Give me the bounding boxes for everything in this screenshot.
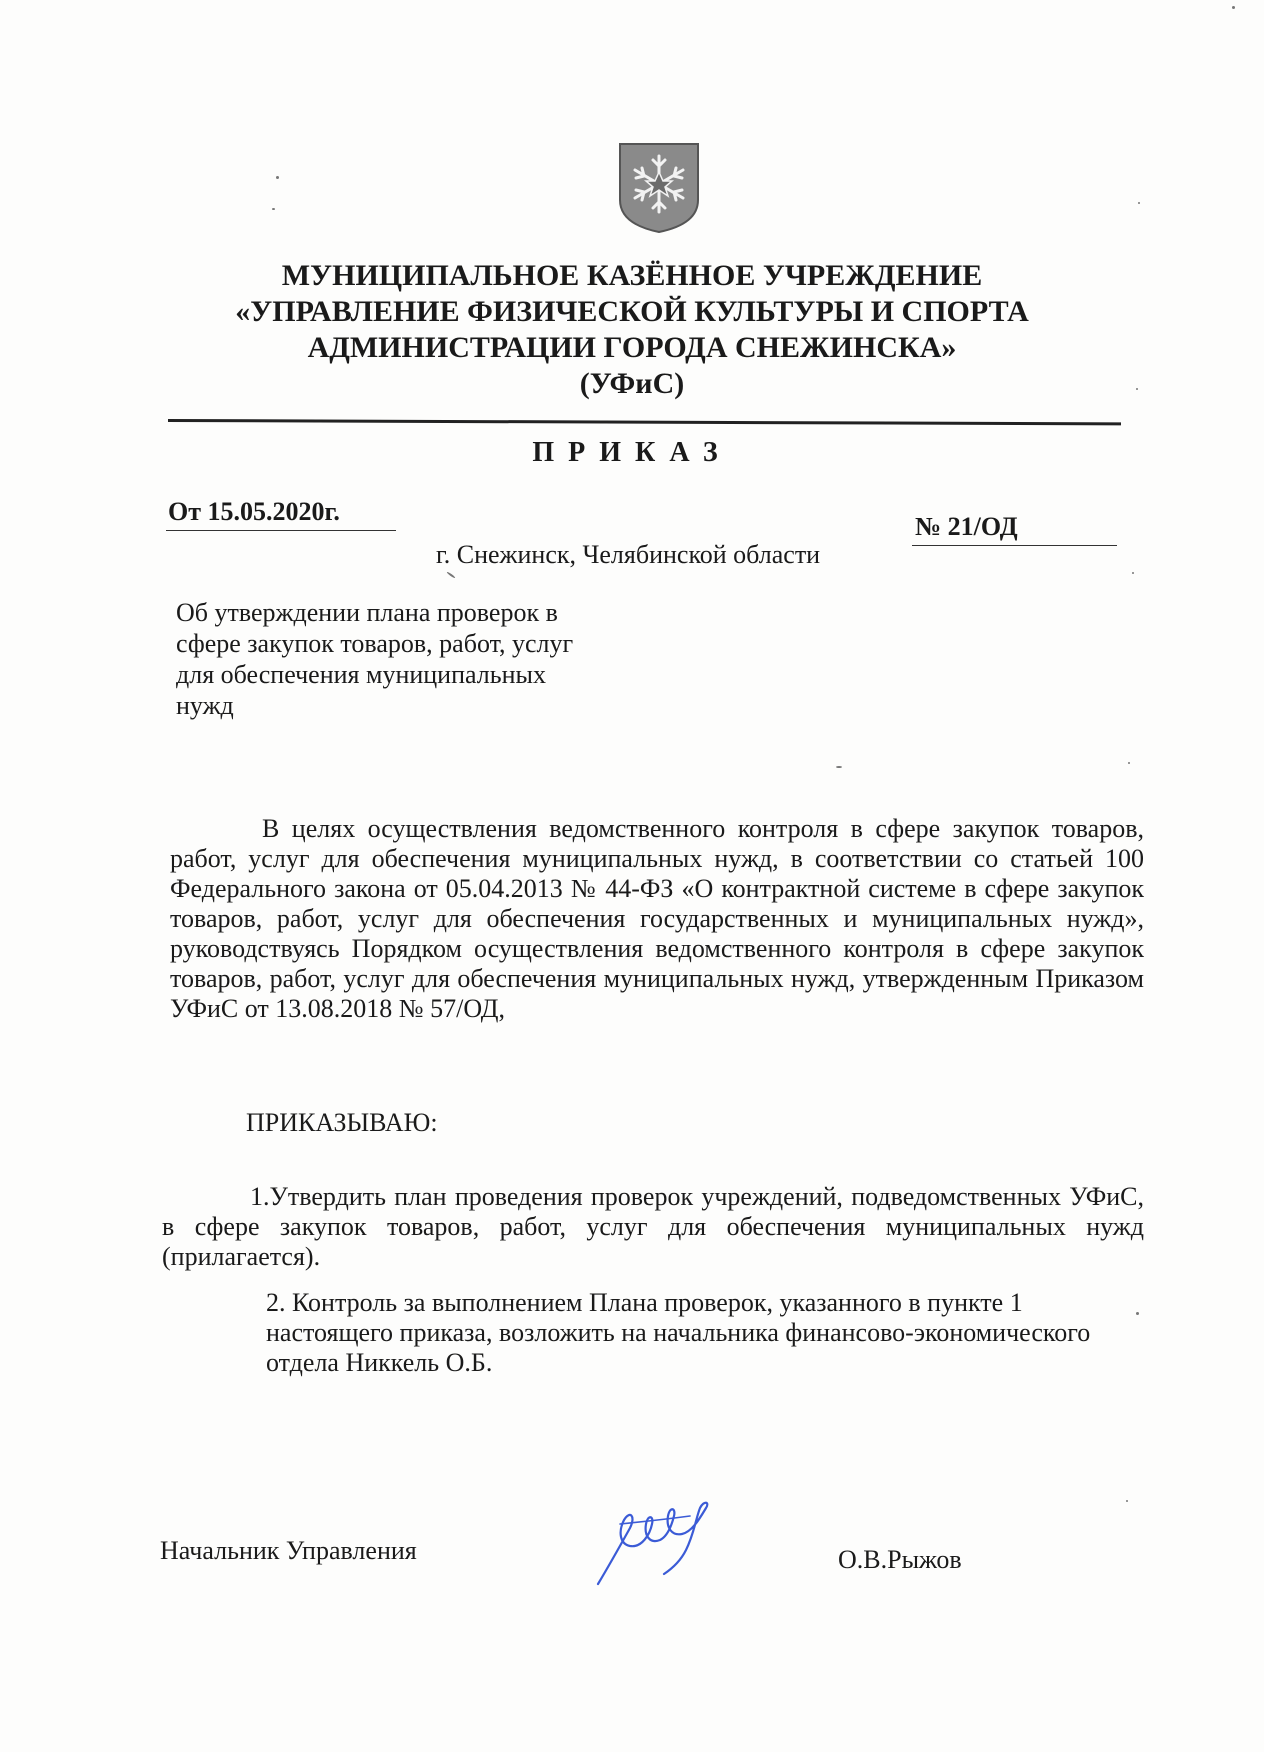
handwritten-signature bbox=[590, 1494, 720, 1590]
preamble-paragraph: В целях осуществления ведомственного контроля в сфере закупок товаров, работ, услуг для обеспечения муниципальных нужд, в соответствии со статьей 100 Федерального закона от 05.04.2013 № 44-ФЗ «О контрактной системе в сфере закупок товаров, работ, услуг для обеспечения государственных и муниципальных нужд», руководствуясь Порядком осуществления ведомственного контроля в сфере закупок товаров, работ, услуг для обеспечения муниципальных нужд, утвержденным Приказом УФиС от 13.08.2018 № 57/ОД, bbox=[170, 814, 1144, 1023]
header-divider bbox=[168, 419, 1121, 425]
order-item-2 bbox=[164, 1288, 1104, 1378]
order-item-2-line: отдела Никкель О.Б. bbox=[266, 1348, 493, 1377]
order-date-underline bbox=[166, 530, 396, 531]
order-subject-line: Об утверждении плана проверок в bbox=[176, 598, 558, 627]
signatory-name: О.В.Рыжов bbox=[838, 1545, 962, 1574]
scan-speck bbox=[1132, 572, 1134, 574]
organization-name-line-1: МУНИЦИПАЛЬНОЕ КАЗЁННОЕ УЧРЕЖДЕНИЕ bbox=[281, 259, 983, 292]
order-item-2-line: настоящего приказа, возложить на начальника финансово-экономического bbox=[266, 1318, 1091, 1347]
order-number: № 21/ОД bbox=[915, 512, 1018, 541]
scan-speck bbox=[446, 571, 455, 578]
order-subject bbox=[176, 597, 636, 721]
order-item-2-line: 2. Контроль за выполнением Плана проверок, указанного в пункте 1 bbox=[266, 1288, 1023, 1317]
scan-speck bbox=[836, 766, 842, 768]
order-number-underline bbox=[912, 545, 1117, 546]
scan-speck bbox=[1126, 1500, 1128, 1502]
order-subject-line: нужд bbox=[176, 691, 234, 720]
scan-speck bbox=[1136, 1312, 1139, 1315]
organization-abbreviation: (УФиС) bbox=[579, 367, 685, 400]
order-date: От 15.05.2020г. bbox=[168, 497, 340, 526]
snezhinsk-coat-of-arms-icon bbox=[618, 142, 700, 234]
order-directive-word: ПРИКАЗЫВАЮ: bbox=[246, 1108, 438, 1137]
document-type-title: ПРИКАЗ bbox=[532, 437, 732, 468]
scan-speck bbox=[1232, 6, 1235, 9]
scan-speck bbox=[1138, 202, 1140, 204]
order-subject-line: сфере закупок товаров, работ, услуг bbox=[176, 629, 574, 658]
scan-speck bbox=[1128, 762, 1130, 764]
organization-name-line-3: АДМИНИСТРАЦИИ ГОРОДА СНЕЖИНСКА» bbox=[307, 331, 957, 364]
scan-speck bbox=[1136, 388, 1138, 390]
order-subject-line: для обеспечения муниципальных bbox=[176, 660, 546, 689]
scan-speck bbox=[276, 176, 279, 179]
order-item-1: 1.Утвердить план проведения проверок учреждений, подведомственных УФиС, в сфере закупок товаров, работ, услуг для обеспечения муниципальных нужд (прилагается). bbox=[162, 1182, 1144, 1271]
issue-place: г. Снежинск, Челябинской области bbox=[436, 540, 821, 569]
organization-name-line-2: «УПРАВЛЕНИЕ ФИЗИЧЕСКОЙ КУЛЬТУРЫ И СПОРТА bbox=[235, 295, 1029, 328]
signatory-title: Начальник Управления bbox=[160, 1536, 417, 1565]
scan-speck bbox=[272, 208, 275, 210]
